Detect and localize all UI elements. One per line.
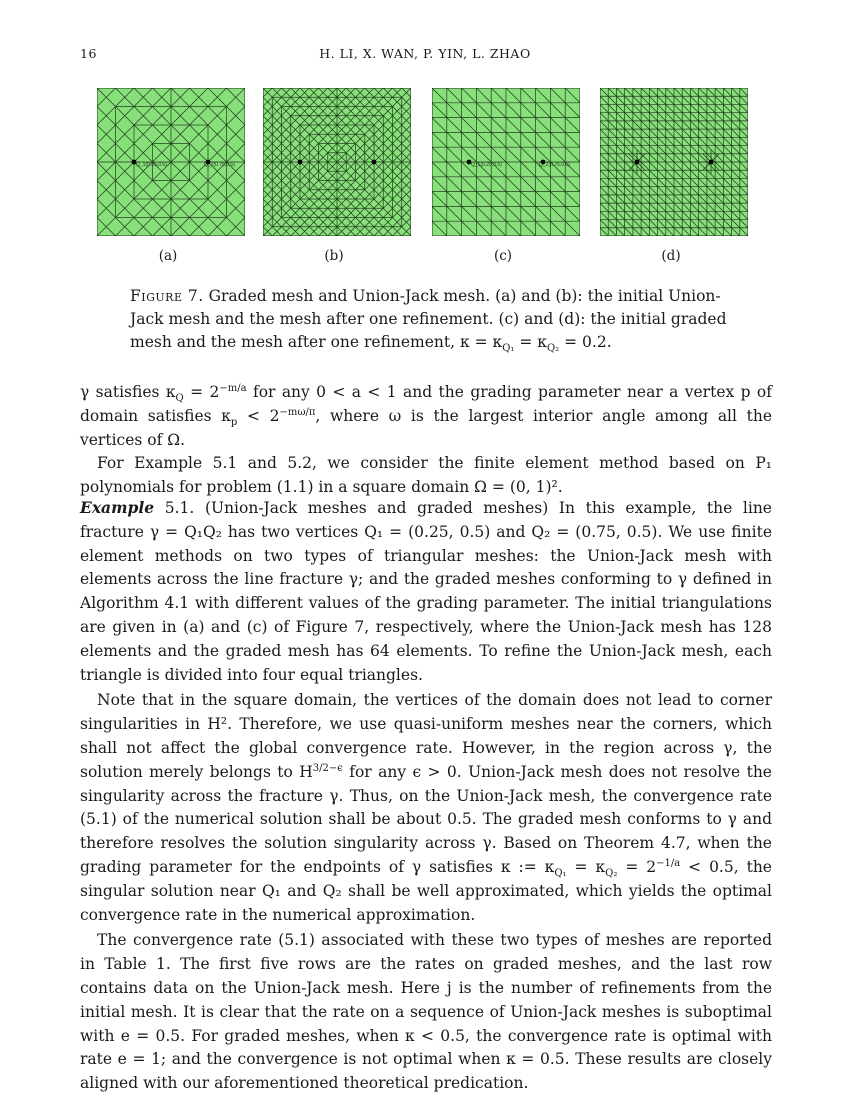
panel-label-c: (c) — [493, 248, 513, 264]
caption-sub-q1: Q₁ — [502, 343, 515, 355]
k-pow: = 2 — [625, 857, 657, 876]
graded-refined-mesh — [600, 88, 748, 236]
fracture-vertex — [372, 160, 377, 165]
running-header — [80, 46, 770, 66]
fracture-vertex — [298, 160, 303, 165]
kp-sub: p — [230, 416, 238, 428]
panel-label-d: (d) — [661, 248, 681, 264]
figure-caption-label: Figure 7. — [130, 287, 204, 305]
kq-exp: −m/a — [219, 382, 247, 394]
caption-math-tail: = κ — [519, 333, 547, 351]
page-number: 16 — [80, 46, 97, 61]
vertex-annotation: Q_1(0.25,0.5) — [136, 162, 167, 168]
kq-eq: = 2 — [190, 383, 220, 401]
union-jack-initial-mesh — [97, 88, 245, 236]
paragraph-examples-intro: For Example 5.1 and 5.2, we consider the finite element method based on P₁ polynomials for problem (1.1) in a square domain Ω = (0, 1)². — [80, 454, 772, 497]
p4-part-a: Note that in the square domain, the vertices of the domain does not lead to corner singularities in H². Therefore, we use quasi-uniform meshes near the corners, which shall not affect the global convergence rate. However, in the region across γ, the solution merely belongs to H — [80, 691, 772, 781]
p1-part-c: , where ω is the largest interior angle among all the vertices of Ω. — [80, 406, 772, 449]
caption-sub-q2: Q₂ — [546, 343, 560, 355]
fracture-vertex — [709, 160, 714, 165]
h-exp: 3/2−ϵ — [312, 762, 343, 774]
running-head-authors: H. LI, X. WAN, P. YIN, L. ZHAO — [319, 46, 531, 61]
caption-math-end: = 0.2. — [564, 333, 612, 351]
mesh-panel-c — [432, 88, 580, 236]
figure-caption-text: Graded mesh and Union-Jack mesh. (a) and (b): the initial Union-Jack mesh and the mesh after one refinement. (c) and (d): the initial graded mesh and the mesh after one refinement, κ = κ — [130, 287, 727, 351]
example-number: 5.1. — [164, 499, 195, 517]
kp-exp: −mω/π — [279, 406, 316, 418]
mesh-edges — [263, 88, 411, 236]
kp-lt: < 2 — [246, 406, 280, 425]
paragraph-convergence-results: The convergence rate (5.1) associated with these two types of meshes are reported in Table 1. The first five rows are the rates on graded meshes, and the last row contains data on the Union-Jack mesh. Here j is the number of refinements from the initial mesh. It is clear that the rate on a sequence of Union-Jack meshes is suboptimal with e = 0.5. For graded meshes, when κ < 0.5, the convergence rate is optimal with rate e = 1; and the convergence is not optimal when κ = 0.5. These results are closely aligned with our aforementioned theoretical predication. — [80, 931, 772, 1093]
vertex-annotation: Q_2(0.75,0.5) — [204, 162, 235, 168]
example-text: (Union-Jack meshes and graded meshes) In this example, the line fracture γ = Q₁Q₂ has two vertices Q₁ = (0.25, 0.5) and Q₂ = (0.75, 0.5). We use finite element methods on two types of triangular meshes: the Union-Jack mesh with elements across the line fracture γ; and the graded meshes conforming to γ defined in Algorithm 4.1 with different values of the grading parameter. The initial triangulations are given in (a) and (c) of Figure 7, respectively, where the Union-Jack mesh has 128 elements and the graded mesh has 64 elements. To refine the Union-Jack mesh, each triangle is divided into four equal triangles. — [80, 499, 772, 684]
k-exp: −1/a — [656, 857, 681, 869]
kq-sub: Q — [175, 393, 184, 405]
paragraph-singularity-note — [80, 689, 772, 927]
vertex-annotation: Q_1(0.25,0.5) — [471, 162, 502, 168]
figure-caption — [130, 285, 730, 354]
p4-part-c: < 0.5, the singular solution near Q₁ and Q₂ shall be well approximated, which yields the optimal convergence rate in the numerical approximation. — [80, 857, 772, 924]
mesh-panel-b — [263, 88, 411, 236]
fracture-vertex — [635, 160, 640, 165]
panel-label-b: (b) — [324, 248, 344, 264]
kq1-sub: Q₁ — [554, 868, 567, 880]
kq2-sub: Q₂ — [605, 868, 618, 880]
panel-label-a: (a) — [158, 248, 178, 264]
paragraph-grading-conditions — [80, 381, 772, 500]
mesh-panel-a — [97, 88, 245, 236]
p4-part-b: for any ϵ > 0. Union-Jack mesh does not resolve the singularity across the fracture γ. Thus, on the Union-Jack mesh, the convergence rate (5.1) of the numerical solution shall be about 0.5. The graded mesh conforms to γ and therefore resolves the solution singularity across γ. Based on Theorem 4.7, when the grading parameter for the endpoints of γ satisfies κ := κ — [80, 762, 772, 876]
paragraph-example-5-1 — [80, 496, 772, 1096]
p1-part-a: γ satisfies κ — [80, 383, 176, 401]
vertex-annotation: Q_2(0.75,0.5) — [539, 162, 570, 168]
example-label: Example — [80, 498, 155, 517]
graded-initial-mesh — [432, 88, 580, 236]
mesh-panel-d — [600, 88, 748, 236]
p1-part-b: for any 0 < a < 1 and the grading parameter near a vertex p of domain satisfies κ — [80, 383, 772, 425]
k-eq: = κ — [574, 857, 606, 876]
union-jack-refined-mesh — [263, 88, 411, 236]
